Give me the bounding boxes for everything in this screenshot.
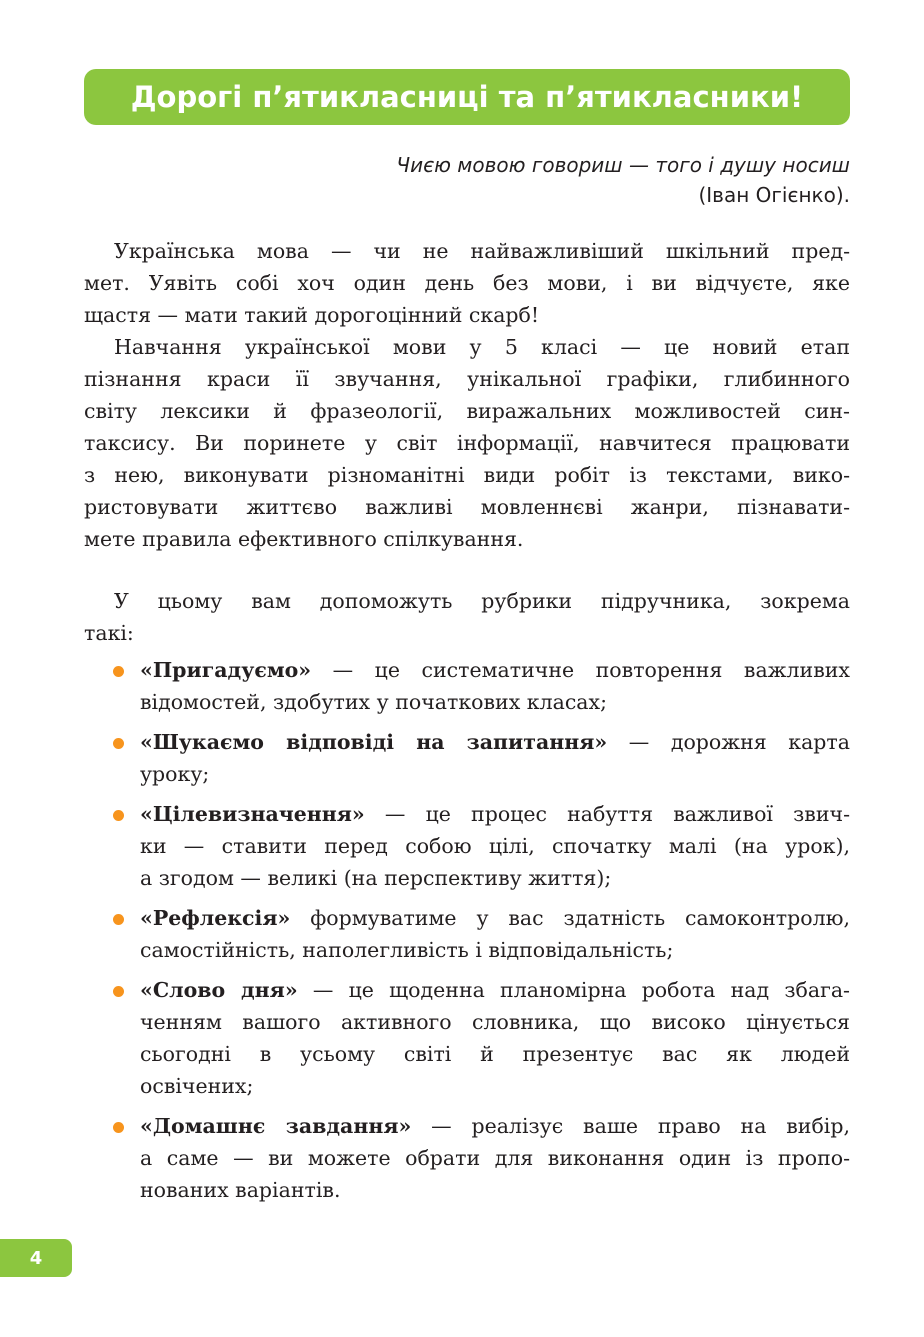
- list-item: [84, 726, 850, 790]
- rubric-text: відомостей, здобутих у початкових класах;: [140, 690, 607, 714]
- paragraph-line: з нею, виконувати різноманітні види робіт із текстами, вико-: [84, 463, 850, 487]
- list-item: [84, 974, 850, 1102]
- rubric-text: — це процес набуття важливої звич-: [364, 802, 850, 826]
- rubric-text: а саме — ви можете обрати для виконання один із пропо-: [140, 1146, 850, 1170]
- list-item: [84, 798, 850, 894]
- rubric-name: «Домашнє завдання»: [140, 1114, 412, 1138]
- epigraph-quote: Чиєю мовою говориш — того і душу носиш: [396, 153, 850, 177]
- paragraph-line: ристовувати життєво важливі мовленнєві жанри, пізнавати-: [84, 495, 850, 519]
- title-banner: [84, 69, 850, 125]
- rubric-text: освічених;: [140, 1074, 254, 1098]
- rubric-text: — дорожня карта: [607, 730, 850, 754]
- epigraph-author: (Іван Огієнко).: [698, 183, 850, 207]
- rubric-text: ченням вашого активного словника, що високо цінується: [140, 1010, 850, 1034]
- rubric-text: формуватиме у вас здатність самоконтролю,: [290, 906, 850, 930]
- epigraph: [300, 150, 850, 210]
- rubric-name: «Цілевизначення»: [140, 802, 365, 826]
- paragraph-line: світу лексики й фразеології, виражальних можливостей син-: [84, 399, 850, 423]
- paragraph-line: такі:: [84, 621, 134, 645]
- paragraph-line: мете правила ефективного спілкування.: [84, 527, 524, 551]
- paragraph-line: У цьому вам допоможуть рубрики підручника, зокрема: [114, 589, 850, 613]
- rubric-text: уроку;: [140, 762, 210, 786]
- paragraph-line: Навчання української мови у 5 класі — це новий етап: [114, 335, 850, 359]
- bullet-dot-icon: [113, 986, 124, 997]
- paragraph-line: таксису. Ви поринете у світ інформації, навчитеся працювати: [84, 431, 850, 455]
- rubric-text: — це систематичне повторення важливих: [311, 658, 850, 682]
- rubric-text: самостійність, наполегливість і відповідальність;: [140, 938, 674, 962]
- rubric-text: ки — ставити перед собою цілі, спочатку малі (на урок),: [140, 834, 850, 858]
- rubric-text: нованих варіантів.: [140, 1178, 341, 1202]
- bullet-dot-icon: [113, 738, 124, 749]
- intro-paragraph-2: [84, 331, 850, 555]
- rubric-name: «Шукаємо відповіді на запитання»: [140, 730, 608, 754]
- paragraph-line: пізнання краси її звучання, унікальної графіки, глибинного: [84, 367, 850, 391]
- rubric-text: — це щоденна планомірна робота над збага-: [297, 978, 850, 1002]
- rubric-name: «Пригадуємо»: [140, 658, 312, 682]
- list-item: [84, 902, 850, 966]
- intro-paragraph-3: [84, 585, 850, 649]
- paragraph-line: щастя — мати такий дорогоцінний скарб!: [84, 303, 540, 327]
- rubric-name: «Слово дня»: [140, 978, 298, 1002]
- rubric-text: а згодом — великі (на перспективу життя);: [140, 866, 612, 890]
- page-title: Дорогі п’ятикласниці та п’ятикласники!: [130, 80, 804, 114]
- intro-paragraph-1: [84, 235, 850, 331]
- rubric-text: сьогодні в усьому світі й презентує вас як людей: [140, 1042, 850, 1066]
- rubric-text: — реалізує ваше право на вибір,: [411, 1114, 850, 1138]
- bullet-dot-icon: [113, 666, 124, 677]
- bullet-dot-icon: [113, 810, 124, 821]
- bullet-dot-icon: [113, 914, 124, 925]
- rubrics-list: [84, 654, 850, 1214]
- bullet-dot-icon: [113, 1122, 124, 1133]
- page-number: 4: [29, 1247, 43, 1269]
- list-item: [84, 1110, 850, 1206]
- paragraph-line: Українська мова — чи не найважливіший шкільний пред-: [114, 239, 850, 263]
- list-item: [84, 654, 850, 718]
- page-number-tab: [0, 1239, 72, 1277]
- rubric-name: «Рефлексія»: [140, 906, 291, 930]
- paragraph-line: мет. Уявіть собі хоч один день без мови, і ви відчуєте, яке: [84, 271, 850, 295]
